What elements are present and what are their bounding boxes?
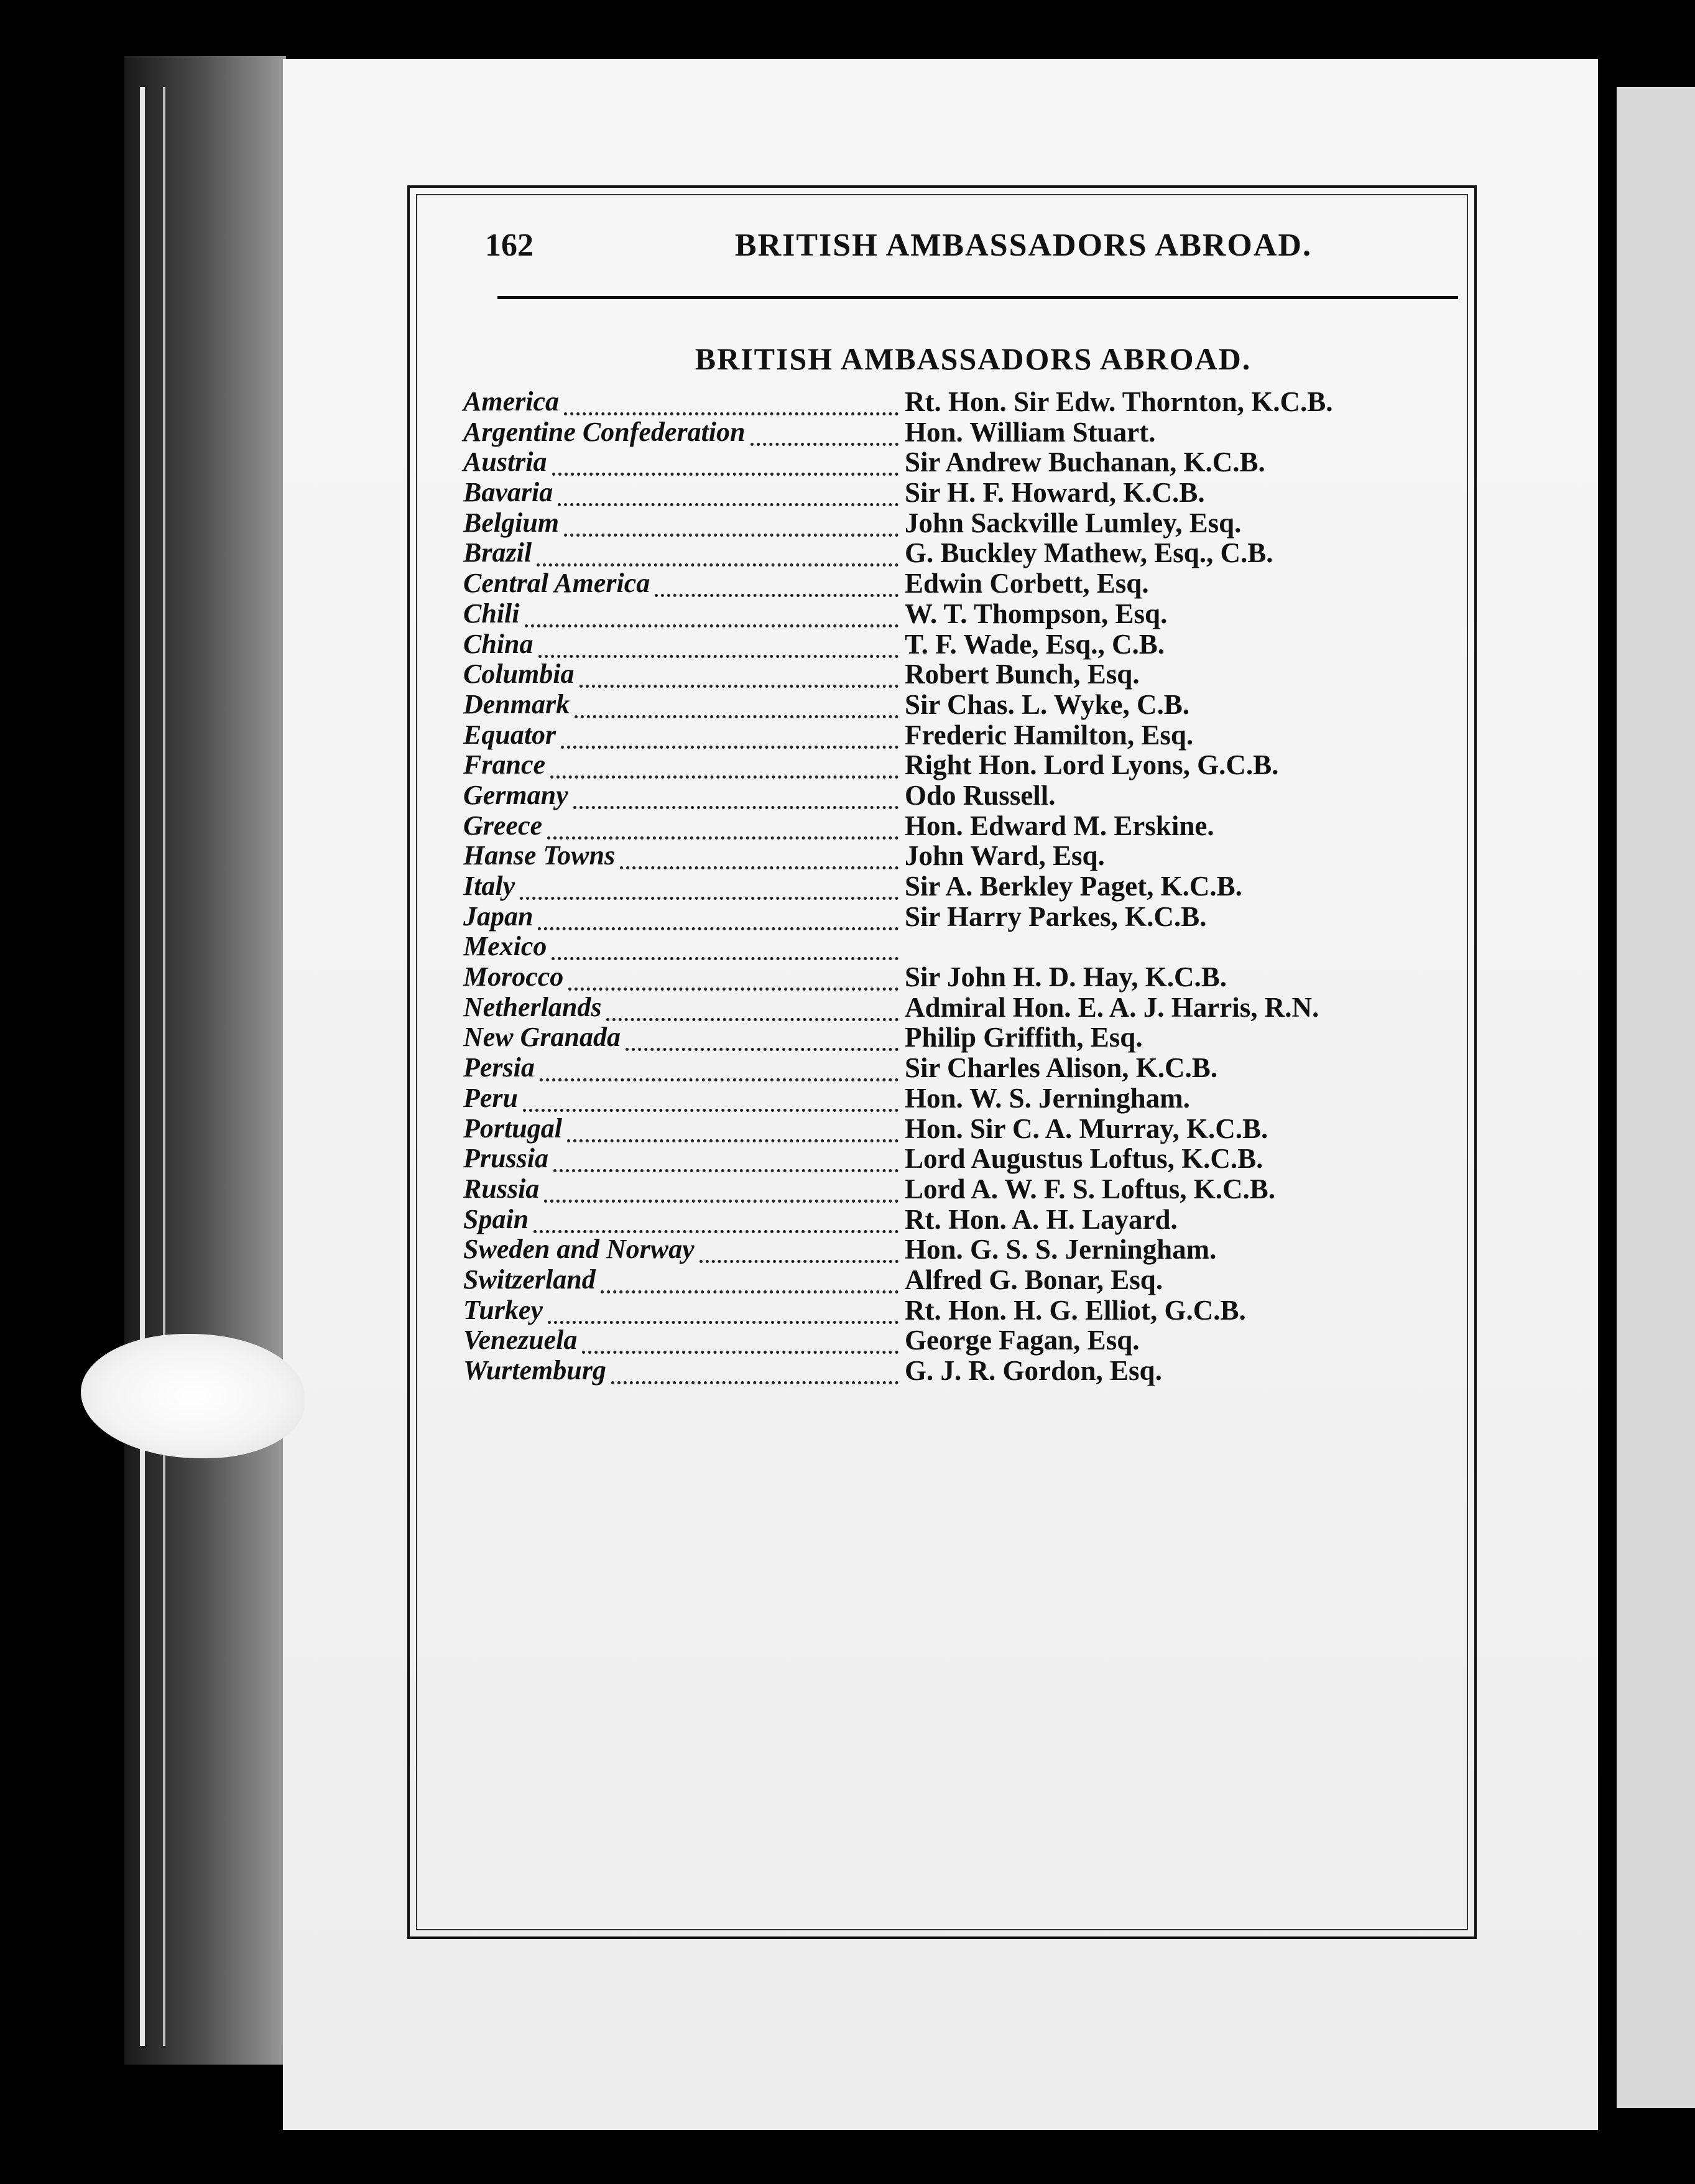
dot-leader: [548, 1299, 898, 1324]
list-item: [463, 508, 1471, 539]
list-item: [463, 811, 1471, 841]
dot-leader: [520, 875, 898, 900]
running-head: [485, 227, 1312, 271]
list-item: [463, 1174, 1471, 1205]
list-item: [463, 538, 1471, 568]
binding-edge: [163, 87, 165, 2046]
country-name: America: [463, 386, 559, 417]
country-name: Russia: [463, 1173, 540, 1204]
list-item: [463, 750, 1471, 780]
country-name: Peru: [463, 1082, 518, 1113]
ambassador-name: G. J. R. Gordon, Esq.: [905, 1355, 1162, 1386]
list-item: [463, 1295, 1471, 1326]
country-name: Austria: [463, 447, 547, 478]
ambassador-name: Lord A. W. F. S. Loftus, K.C.B.: [905, 1173, 1276, 1205]
dot-leader: [700, 1238, 898, 1263]
list-item: [463, 417, 1471, 448]
list-item: [463, 993, 1471, 1023]
list-item: [463, 1022, 1471, 1053]
dot-leader: [523, 1087, 898, 1112]
list-item: [463, 780, 1471, 811]
country-name: Bavaria: [463, 477, 553, 508]
list-item: [463, 599, 1471, 629]
ambassador-name: George Fagan, Esq.: [905, 1325, 1140, 1356]
ambassador-name: Sir John H. D. Hay, K.C.B.: [905, 961, 1227, 993]
dot-leader: [558, 481, 898, 506]
ambassador-name: T. F. Wade, Esq., C.B.: [905, 628, 1165, 660]
country-name: France: [463, 749, 545, 780]
list-item: [463, 387, 1471, 417]
ambassador-name: Hon. William Stuart.: [905, 416, 1156, 448]
ambassador-name: John Ward, Esq.: [905, 840, 1105, 872]
country-name: Prussia: [463, 1143, 548, 1174]
dot-leader: [540, 1057, 898, 1081]
ambassador-name: Alfred G. Bonar, Esq.: [905, 1264, 1163, 1295]
dot-leader: [601, 1269, 898, 1293]
section-title: BRITISH AMBASSADORS ABROAD.: [695, 341, 1252, 376]
ambassador-name: Sir Andrew Buchanan, K.C.B.: [905, 447, 1265, 478]
country-name: Spain: [463, 1203, 529, 1234]
dot-leader: [550, 754, 898, 779]
country-name: Hanse Towns: [463, 840, 616, 871]
list-item: [463, 690, 1471, 720]
list-item: [463, 871, 1471, 902]
dot-leader: [533, 1208, 898, 1233]
list-item: [463, 1205, 1471, 1235]
dot-leader: [538, 633, 898, 658]
ambassador-name: Sir Chas. L. Wyke, C.B.: [905, 688, 1190, 720]
dot-leader: [626, 1026, 898, 1051]
ambassador-name: John Sackville Lumley, Esq.: [905, 507, 1242, 539]
list-item: [463, 478, 1471, 508]
country-name: Central America: [463, 568, 650, 599]
list-item: [463, 841, 1471, 871]
country-name: Persia: [463, 1052, 535, 1083]
dot-leader: [564, 512, 898, 537]
country-name: Morocco: [463, 961, 564, 993]
dot-leader: [751, 421, 898, 446]
list-item: [463, 659, 1471, 690]
list-item: [463, 447, 1471, 478]
dot-leader: [537, 542, 898, 567]
list-item: [463, 629, 1471, 660]
country-name: Sweden and Norway: [463, 1234, 695, 1265]
dot-leader: [620, 844, 898, 869]
ambassador-name: Sir Harry Parkes, K.C.B.: [905, 900, 1207, 932]
ambassador-name: Robert Bunch, Esq.: [905, 659, 1140, 690]
ambassador-name: Philip Griffith, Esq.: [905, 1022, 1143, 1053]
country-name: Brazil: [463, 537, 532, 568]
dot-leader: [547, 815, 898, 840]
country-name: Columbia: [463, 659, 575, 690]
country-name: Italy: [463, 871, 515, 901]
list-item: [463, 1053, 1471, 1083]
ambassador-name: Rt. Hon. Sir Edw. Thornton, K.C.B.: [905, 386, 1333, 417]
country-name: Switzerland: [463, 1264, 596, 1295]
dot-leader: [553, 1147, 898, 1172]
dot-leader: [582, 1329, 898, 1354]
list-item: [463, 1144, 1471, 1174]
list-item: [463, 1265, 1471, 1295]
country-name: Japan: [463, 900, 533, 932]
ambassador-name: Hon. G. S. S. Jerningham.: [905, 1234, 1217, 1266]
ambassador-name: Hon. Edward M. Erskine.: [905, 810, 1214, 841]
list-item: [463, 1083, 1471, 1114]
list-item: [463, 1234, 1471, 1265]
list-item: [463, 1114, 1471, 1144]
ambassador-name: Frederic Hamilton, Esq.: [905, 719, 1194, 751]
ambassador-name: Sir Charles Alison, K.C.B.: [905, 1052, 1217, 1084]
dot-leader: [567, 1117, 898, 1142]
ambassador-name: Lord Augustus Loftus, K.C.B.: [905, 1143, 1263, 1175]
ambassador-name: Edwin Corbett, Esq.: [905, 568, 1149, 599]
book-binding: [124, 56, 286, 2065]
dot-leader: [568, 966, 898, 991]
country-name: Wurtemburg: [463, 1355, 606, 1386]
list-item: [463, 962, 1471, 993]
dot-leader: [655, 572, 898, 597]
country-name: Netherlands: [463, 991, 602, 1022]
list-item: [463, 568, 1471, 599]
ambassador-name: Hon. W. S. Jerningham.: [905, 1082, 1190, 1114]
ambassador-list: [463, 387, 1471, 1386]
dot-leader: [611, 1359, 898, 1384]
dot-leader: [552, 935, 898, 960]
paper-damage-blot: [81, 1334, 305, 1458]
ambassador-name: W. T. Thompson, Esq.: [905, 598, 1168, 629]
country-name: Argentine Confederation: [463, 416, 746, 447]
ambassador-name: G. Buckley Mathew, Esq., C.B.: [905, 537, 1273, 569]
country-name: Germany: [463, 779, 568, 810]
country-name: New Granada: [463, 1022, 621, 1053]
country-name: Greece: [463, 810, 543, 841]
list-item: [463, 1356, 1471, 1386]
running-title: BRITISH AMBASSADORS ABROAD.: [734, 228, 1312, 263]
ambassador-name: Right Hon. Lord Lyons, G.C.B.: [905, 749, 1279, 781]
facing-page-edge: [1617, 87, 1695, 2108]
ambassador-name: Admiral Hon. E. A. J. Harris, R.N.: [905, 991, 1319, 1023]
page-number: 162: [485, 228, 533, 263]
ambassador-name: Hon. Sir C. A. Murray, K.C.B.: [905, 1113, 1268, 1144]
dot-leader: [564, 391, 898, 415]
country-name: Venezuela: [463, 1325, 578, 1356]
ambassador-name: Odo Russell.: [905, 779, 1056, 811]
ambassador-name: Rt. Hon. H. G. Elliot, G.C.B.: [905, 1294, 1246, 1326]
country-name: Denmark: [463, 688, 570, 720]
dot-leader: [544, 1178, 898, 1203]
country-name: Chili: [463, 598, 520, 629]
binding-edge: [140, 87, 145, 2046]
ambassador-name: Sir H. F. Howard, K.C.B.: [905, 477, 1205, 509]
dot-leader: [606, 996, 898, 1021]
country-name: Equator: [463, 719, 557, 750]
country-name: Mexico: [463, 931, 547, 962]
header-rule: [497, 296, 1458, 299]
dot-leader: [575, 693, 898, 718]
dot-leader: [538, 905, 898, 930]
country-name: China: [463, 628, 533, 659]
list-item: [463, 1325, 1471, 1356]
ambassador-name: Sir A. Berkley Paget, K.C.B.: [905, 871, 1242, 902]
dot-leader: [580, 663, 898, 688]
dot-leader: [525, 603, 898, 627]
list-item: [463, 932, 1471, 962]
dot-leader: [552, 451, 898, 476]
list-item: [463, 902, 1471, 932]
country-name: Belgium: [463, 507, 560, 538]
ambassador-name: Rt. Hon. A. H. Layard.: [905, 1203, 1178, 1235]
dot-leader: [573, 784, 898, 809]
dot-leader: [561, 724, 898, 749]
country-name: Turkey: [463, 1294, 543, 1325]
country-name: Portugal: [463, 1113, 562, 1144]
list-item: [463, 720, 1471, 751]
